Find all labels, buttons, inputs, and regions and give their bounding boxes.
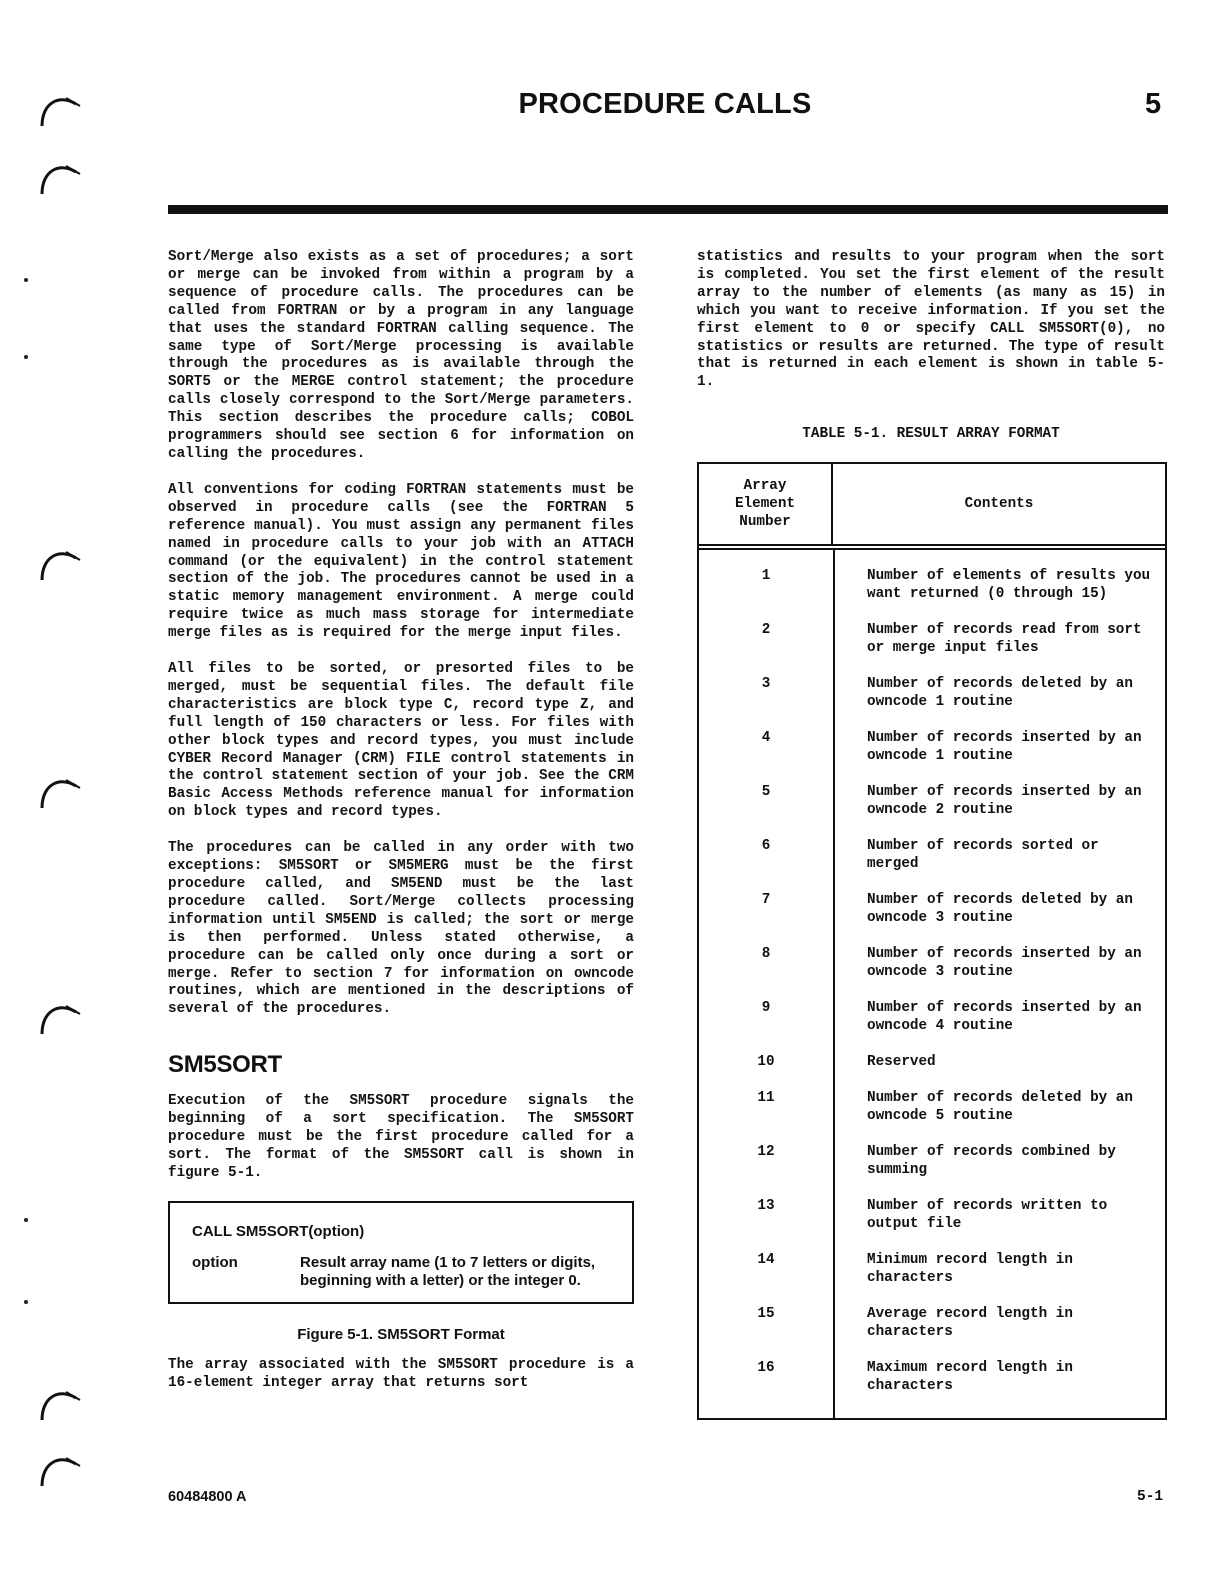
table-row [699, 945, 1165, 981]
table-row [699, 891, 1165, 927]
element-contents: Number of records inserted by an owncode 3 routine [867, 946, 1142, 981]
element-contents: Reserved [867, 1054, 936, 1071]
element-number: 13 [757, 1198, 775, 1215]
element-number: 3 [761, 676, 771, 693]
table-row [699, 1197, 1165, 1233]
figure-param-desc: Result array name (1 to 7 letters or digits, beginning with a letter) or the integer 0. [300, 1253, 596, 1289]
element-number: 1 [761, 568, 771, 585]
element-contents: Number of records deleted by an owncode 5 routine [867, 1090, 1133, 1125]
paragraph: The array associated with the SM5SORT procedure is a 16-element integer array that returns sort [168, 1356, 634, 1391]
table-row [699, 621, 1165, 657]
element-number: 4 [761, 730, 771, 747]
document-number: 60484800 A [168, 1489, 247, 1505]
element-number: 8 [761, 946, 771, 963]
table-row [699, 1305, 1165, 1341]
table-header-number: Array Element Number [699, 464, 833, 544]
table-body [699, 550, 1165, 1418]
table-row [699, 675, 1165, 711]
figure-call-syntax: CALL SM5SORT(option) [192, 1222, 365, 1240]
scan-speck [24, 1300, 28, 1304]
figure-param-row [192, 1254, 610, 1290]
paragraph: statistics and results to your program when the sort is completed. You set the first element of the result array to the number of elements (as many as 15) in which you want to receive information. If you set the first element to 0 or specify CALL SM5SORT(0), no statistics or results are returned. The type of result that is returned in each element is shown in table 5-1. [697, 249, 1165, 391]
figure-param-name: option [192, 1253, 238, 1271]
element-number: 11 [757, 1090, 775, 1107]
element-number: 6 [761, 838, 771, 855]
figure-caption: Figure 5-1. SM5SORT Format [297, 1325, 505, 1343]
header-rule [168, 205, 1168, 214]
paragraph: All conventions for coding FORTRAN statements must be observed in procedure calls (see the FORTRAN 5 reference manual). You must assign any permanent files named in procedure calls to your job with an ATTACH command (or the equivalent) in the control statement section of the job. The procedures cannot be used in a static memory management environment. A merge could require twice as much mass storage for intermediate merge files as is required for the merge input files. [168, 481, 634, 642]
element-contents: Number of records inserted by an owncode 1 routine [867, 730, 1142, 765]
table-caption: TABLE 5-1. RESULT ARRAY FORMAT [802, 426, 1060, 443]
table-row [699, 1089, 1165, 1125]
page-title: PROCEDURE CALLS [518, 88, 812, 120]
binder-ring-icon [36, 160, 82, 206]
paragraph: The procedures can be called in any order with two exceptions: SM5SORT or SM5MERG must be the first procedure called, and SM5END must be the last procedure called. Sort/Merge collects processing information until SM5END is called; the sort or merge is then performed. Unless stated otherwise, a procedure can be called only once during a sort or merge. Refer to section 7 for information on owncode routines, which are mentioned in the descriptions of several of the procedures. [168, 840, 634, 1018]
table-row [699, 999, 1165, 1035]
binder-ring-icon [36, 774, 82, 820]
paragraph: Sort/Merge also exists as a set of procedures; a sort or merge can be invoked from within a program by a sequence of procedure calls. The procedures can be called from FORTRAN or by a program in any language that uses the standard FORTRAN calling sequence. The same type of Sort/Merge processing is available through the procedures as is available through the SORT5 or the MERGE control statement; the procedure calls closely correspond to the Sort/Merge parameters. This section describes the procedure calls; COBOL programmers should see section 6 for information on calling the procedures. [168, 249, 634, 462]
element-contents: Number of records deleted by an owncode 3 routine [867, 892, 1133, 927]
scan-speck [24, 1218, 28, 1222]
table-row [699, 729, 1165, 765]
table-row [699, 1251, 1165, 1287]
element-number: 15 [757, 1306, 775, 1323]
element-contents: Number of records sorted or merged [867, 838, 1099, 873]
binder-ring-icon [36, 1386, 82, 1432]
element-number: 9 [761, 1000, 771, 1017]
chapter-number: 5 [1145, 88, 1162, 120]
section-heading: SM5SORT [168, 1051, 282, 1079]
table-row [699, 1359, 1165, 1395]
paragraph: All files to be sorted, or presorted files to be merged, must be sequential files. The default file characteristics are block type C, record type Z, and full length of 150 characters or less. For files with other block types and record types, you must include CYBER Record Manager (CRM) FILE control statements in the control statement section of your job. See the CRM Basic Access Methods reference manual for information on block types and record types. [168, 661, 634, 821]
element-contents: Average record length in characters [867, 1306, 1073, 1341]
element-number: 14 [757, 1252, 775, 1269]
element-number: 16 [757, 1360, 775, 1377]
left-column [168, 249, 634, 1411]
element-number: 5 [761, 784, 771, 801]
scan-speck [24, 355, 28, 359]
element-number: 7 [761, 892, 771, 909]
table-header-contents: Contents [964, 496, 1034, 513]
binder-ring-icon [36, 1452, 82, 1498]
element-number: 2 [761, 622, 771, 639]
table-row [699, 1143, 1165, 1179]
paragraph: Execution of the SM5SORT procedure signals the beginning of a sort specification. The SM5SORT procedure must be the first procedure called for a sort. The format of the SM5SORT call is shown in figure 5-1. [168, 1093, 634, 1181]
element-contents: Number of records inserted by an owncode 2 routine [867, 784, 1142, 819]
table-row [699, 567, 1165, 603]
element-contents: Number of records inserted by an owncode 4 routine [867, 1000, 1142, 1035]
page-number: 5-1 [1137, 1489, 1164, 1505]
binder-ring-icon [36, 92, 82, 138]
table-header [699, 464, 1165, 544]
binder-ring-icon [36, 1000, 82, 1046]
element-number: 10 [757, 1054, 775, 1071]
table-row [699, 1053, 1165, 1071]
table-row [699, 783, 1165, 819]
right-column [697, 249, 1165, 1420]
element-contents: Number of elements of results you want returned (0 through 15) [867, 568, 1151, 603]
element-contents: Number of records deleted by an owncode 1 routine [867, 676, 1133, 711]
table-row [699, 837, 1165, 873]
scan-speck [24, 278, 28, 282]
element-contents: Maximum record length in characters [867, 1360, 1073, 1395]
element-contents: Minimum record length in characters [867, 1252, 1073, 1287]
binder-ring-icon [36, 546, 82, 592]
element-contents: Number of records read from sort or merge input files [867, 622, 1142, 657]
figure-box [168, 1201, 634, 1304]
element-contents: Number of records combined by summing [867, 1144, 1116, 1179]
element-contents: Number of records written to output file [867, 1198, 1108, 1233]
result-array-table [697, 462, 1167, 1420]
element-number: 12 [757, 1144, 775, 1161]
